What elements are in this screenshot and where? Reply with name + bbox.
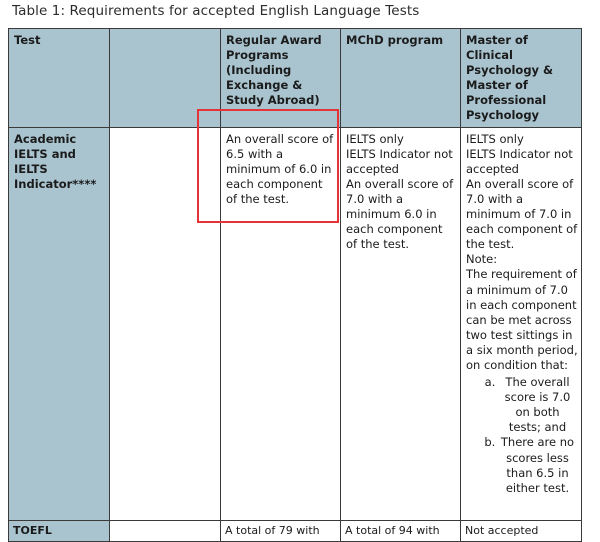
condition-list [466,375,578,496]
mcp-line-3: An overall score of 7.0 with a minimum of 7.0 in each component of the test. [466,176,578,252]
cell-clinical-psychology [461,127,582,520]
table-row-toefl [9,520,582,541]
table-caption: Table 1: Requirements for accepted English Language Tests [12,3,420,19]
header-clinical-psychology: Master of Clinical Psychology & Master of Professional Psychology [461,29,582,128]
mcp-line-1: IELTS only [466,131,524,146]
mcp-note-label: Note: [466,252,498,267]
header-test: Test [9,29,110,128]
header-regular-award: Regular Award Programs (Including Exchange & Study Abroad) [221,29,341,128]
condition-item-a: a. The overall score is 7.0 on both tests; and [499,375,578,435]
cell-next-blank [110,520,221,541]
cell-mchd [341,127,461,520]
mchd-line-2: IELTS Indicator not accepted [346,146,453,176]
header-mchd: MChD program [341,29,461,128]
cell-regular-award: An overall score of 6.5 with a minimum of 6.0 in each component of the test. [221,127,341,520]
mchd-line-1: IELTS only [346,131,404,146]
cell-blank [110,127,221,520]
cell-next-mcp: Not accepted [461,520,582,541]
header-blank [110,29,221,128]
requirements-table [8,28,582,542]
condition-item-b: b. There are no scores less than 6.5 in either test. [499,435,578,495]
cell-next-mchd: A total of 94 with [341,520,461,541]
cell-next-regular: A total of 79 with [221,520,341,541]
mcp-note-text: The requirement of a minimum of 7.0 in each component can be met across two test sittings in a six month period, on condition that: [466,267,578,372]
table-header-row [9,29,582,128]
mchd-line-3: An overall score of 7.0 with a minimum 6.0 in each component of the test. [346,176,454,252]
cell-test-name: Academic IELTS and IELTS Indicator**** [9,127,110,520]
cell-next-test-name: TOEFL [9,520,110,541]
table-row-ielts [9,127,582,520]
mcp-line-2: IELTS Indicator not accepted [466,146,573,176]
